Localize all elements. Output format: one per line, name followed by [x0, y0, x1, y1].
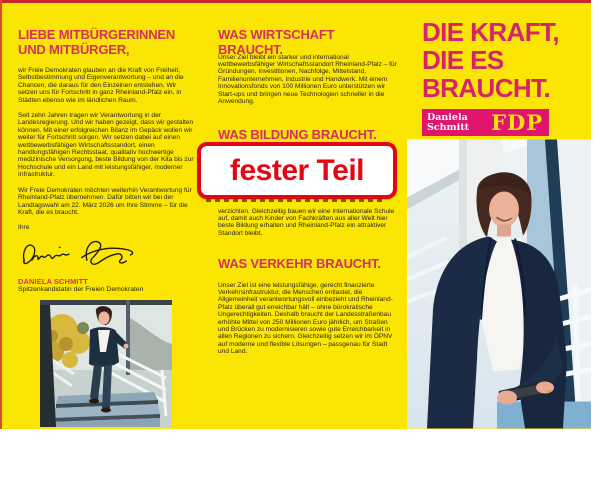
left-photo-stairs	[40, 300, 172, 427]
left-paragraph-3: Wir Freie Demokraten möchten weiterhin Verantwortung für Rheinland-Pfalz übernehmen. Dafür bitten wir bei der Landtagswahl am 22. März 2026 um Ihre Stimme – für die Kraft, die es braucht.	[18, 186, 192, 216]
fdp-logo: FDP	[491, 110, 543, 135]
left-paragraph-1: wir Freie Demokraten glauben an die Kraft von Freiheit, Selbstbestimmung und Eigenverantwortung – und an die Chancen, die daraus für den Einzelnen entstehen. Wir setzen uns für Fortschritt in ganz Rheinland-Pfalz ein, in Städten ebenso wie im ländlichen Raum.	[18, 67, 184, 104]
section-heading-verkehr: WAS VERKEHR BRAUCHT.	[218, 256, 381, 271]
left-photo-illustration	[40, 300, 172, 427]
left-column-heading: LIEBE MITBÜRGERINNEN UND MITBÜRGER,	[18, 27, 176, 57]
fester-teil-badge	[197, 142, 397, 199]
headline-line-1: DIE KRAFT,	[422, 17, 560, 47]
candidate-photo	[407, 139, 591, 429]
obscured-text-sliver	[206, 199, 382, 202]
candidate-role: Spitzenkandidatin der Freien Demokraten	[18, 286, 144, 293]
section-body-wirtschaft: Unser Ziel bleibt ein starker und international wettbewerbsfähiger Wirtschaftsstandort Rheinland-Pfalz – für Gründungen, Investitionen, Nachfolge, Mittelstand, Familienunternehmen, Industrie und Handwerk. Mit einem Innovationsfonds von 100 Millionen Euro unterstützen wir Start-ups und bringen neue Technologien schneller in die Anwendung.	[218, 53, 397, 106]
main-headline	[422, 18, 587, 102]
signature-scrawl	[20, 236, 140, 274]
section-heading-wirtschaft: WAS WIRTSCHAFT BRAUCHT.	[218, 27, 335, 57]
salutation: Ihre	[18, 224, 30, 232]
name-tag-first: Daniela	[427, 111, 468, 123]
left-column	[18, 27, 196, 232]
headline-line-2: DIE ES	[422, 45, 504, 75]
section-heading-bildung: WAS BILDUNG BRAUCHT.	[218, 127, 377, 142]
candidate-photo-illustration	[407, 139, 591, 429]
section-body-verkehr: Unser Ziel ist eine leistungsfähige, gerecht finanzierte Verkehrsinfrastruktur, die Menschen entlastet, die Allgemeinheit verantwortungsvoll einbezieht und Rheinland-Pfalz überall gut erreichbar hält – ohne bürokratische Ungerechtigkeiten. Deshalb braucht der Landesstraßenbau erhöhte Mittel von 250 Millionen Euro jährlich, um Straßen und Brücken zu modernisieren sowie gute Erreichbarkeit in allen Regionen zu sichern. Gleichzeitig setzen wir im ÖPNV auf moderne und flexible Lösungen – passgenau für Stadt und Land.	[218, 281, 393, 356]
left-paragraph-2: Seit zehn Jahren tragen wir Verantwortung in der Landesregierung. Und wir haben gezeigt, dass wir gestalten können. Mit einer erfolgreichen Bilanz im Gepäck wollen wir weiter für Fortschritt sorgen. Wir setzen dabei auf einen wettbewerbsfähigen Wirtschaftsstandort, einen handlungsfähigen Rechtsstaat, qualitativ hochwertige medizinische Versorgung, beste Bildung von der Kita bis zur Hochschule und ein Land mit leistungsfähiger, moderner Infrastruktur.	[18, 112, 194, 179]
fester-teil-label: fester Teil	[230, 153, 364, 187]
headline-line-3: BRAUCHT.	[422, 73, 551, 103]
name-tag-last: Schmitt	[427, 121, 469, 133]
section-body-bildung-visible: verzichten. Gleichzeitig bauen wir eine Internationale Schule auf, damit auch Kinder von Fachkräften aus aller Welt hier beste Bildung erhalten und Rheinland-Pfalz ein attraktiver Standort bleibt.	[218, 207, 395, 237]
flyer-top-edge	[0, 0, 591, 3]
flyer-left-edge	[0, 0, 2, 429]
candidate-logo-strip	[422, 109, 549, 136]
name-tag	[422, 113, 469, 133]
candidate-name: DANIELA SCHMITT	[18, 277, 88, 286]
